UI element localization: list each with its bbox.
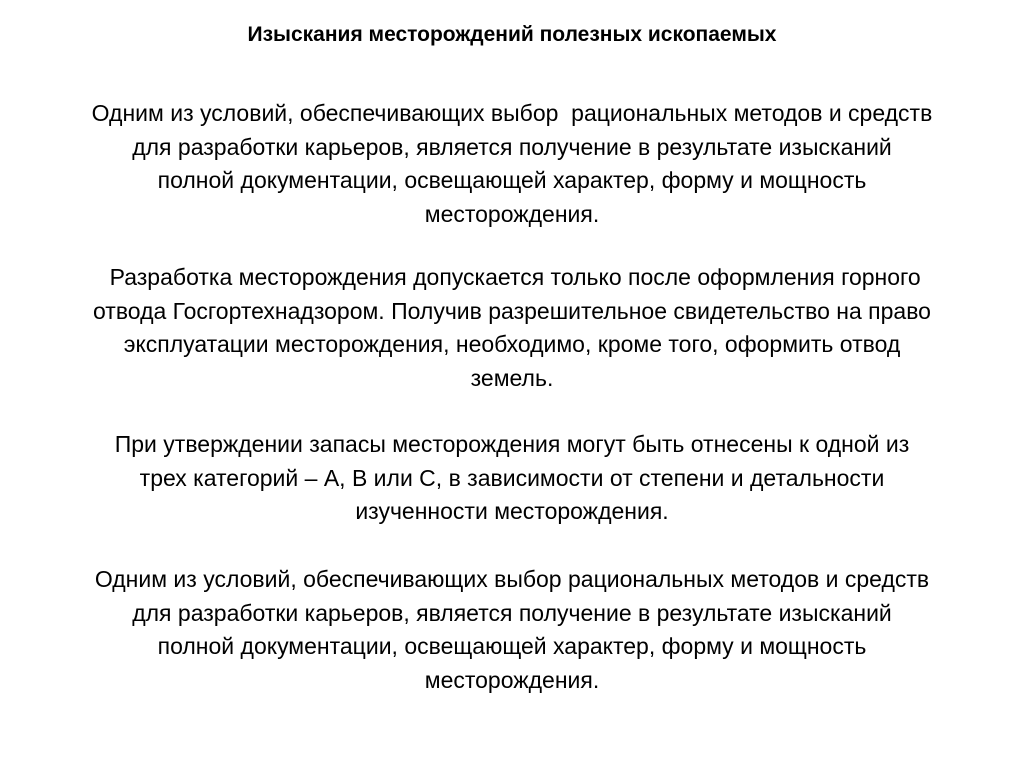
paragraph-line: изученности месторождения. bbox=[355, 498, 669, 524]
paragraph-line: отвода Госгортехнадзором. Получив разрешительное свидетельство на право bbox=[93, 297, 931, 324]
paragraph-3 bbox=[30, 428, 994, 529]
paragraph-line: месторождения. bbox=[424, 200, 600, 227]
paragraph-line: Одним из условий, обеспечивающих выбор рациональных методов и средств bbox=[91, 100, 933, 126]
paragraph-line: для разработки карьеров, является получение в результате изысканий bbox=[132, 133, 892, 160]
paragraph-line: полной документации, освещающей характер, форму и мощность bbox=[157, 633, 867, 659]
paragraph-line: эксплуатации месторождения, необходимо, кроме того, оформить отвод bbox=[123, 331, 901, 357]
paragraph-line: для разработки карьеров, является получение в результате изысканий bbox=[132, 599, 892, 626]
slide-title: Изыскания месторождений полезных ископаемых bbox=[247, 23, 777, 46]
paragraph-line: полной документации, освещающей характер, форму и мощность bbox=[157, 167, 867, 193]
paragraph-line: Разработка месторождения допускается только после оформления горного bbox=[103, 264, 921, 290]
paragraph-4 bbox=[30, 563, 994, 697]
paragraph-1 bbox=[30, 97, 994, 231]
paragraph-line: Одним из условий, обеспечивающих выбор рациональных методов и средств bbox=[94, 566, 930, 592]
paragraph-line: земель. bbox=[470, 364, 554, 391]
paragraph-line: трех категорий – А, В или С, в зависимости от степени и детальности bbox=[139, 464, 885, 491]
paragraph-2 bbox=[30, 261, 994, 395]
paragraph-line: При утверждении запасы месторождения могут быть отнесены к одной из bbox=[114, 431, 910, 457]
paragraph-line: месторождения. bbox=[424, 666, 600, 693]
